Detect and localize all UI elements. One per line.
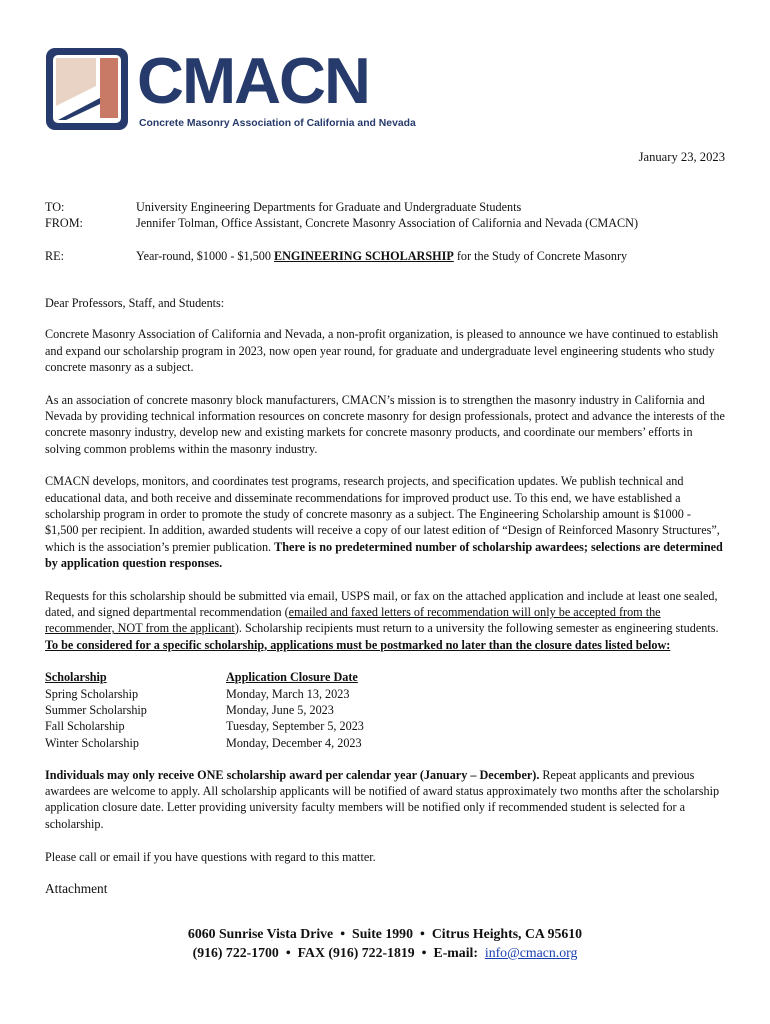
memo-to-row bbox=[45, 199, 735, 215]
schedule-date: Monday, March 13, 2023 bbox=[226, 686, 350, 701]
footer-bullet: • bbox=[340, 926, 346, 941]
letter-body bbox=[45, 295, 725, 898]
footer-suite: Suite 1990 bbox=[352, 926, 413, 941]
memo-from-label: FROM: bbox=[45, 216, 83, 231]
footer-fax: FAX (916) 722-1819 bbox=[297, 945, 415, 960]
schedule-date: Tuesday, September 5, 2023 bbox=[226, 719, 364, 734]
schedule-name: Spring Scholarship bbox=[45, 686, 139, 701]
schedule-date: Monday, June 5, 2023 bbox=[226, 702, 334, 717]
footer-address bbox=[0, 924, 770, 962]
logo-graphic bbox=[44, 46, 419, 136]
memo-re-label: RE: bbox=[45, 248, 64, 263]
footer-street: 6060 Sunrise Vista Drive bbox=[187, 926, 334, 941]
eligibility-text: Repeat applicants and previous awardees are welcome to apply. All scholarship applicants will be notified of award status approximately two months after the scholarship application closure date. Letter providing university faculty members will be notified only if recommended student is selected for a scholarship. bbox=[45, 767, 720, 831]
footer-line-1 bbox=[0, 924, 770, 943]
schedule-header-scholarship: Scholarship bbox=[45, 670, 107, 685]
re-prefix: Year-round, $1000 - $1,500 bbox=[136, 248, 274, 263]
programs-bold-note: There is no predetermined number of scholarship awardees; selections are determined by application question responses. bbox=[45, 539, 723, 570]
logo-wordmark: CMACN bbox=[137, 46, 369, 117]
logo-emblem-terracotta bbox=[100, 58, 118, 118]
schedule-name: Summer Scholarship bbox=[45, 702, 147, 717]
footer-line-2 bbox=[0, 943, 770, 962]
cmacn-logo bbox=[44, 46, 419, 136]
paragraph-mission: As an association of concrete masonry block manufacturers, CMACN’s mission is to strengthen the masonry industry in California and Nevada by providing technical information resources on concrete masonry for design professionals, protect and advance the interests of the concrete masonry industry, develop new and existing markets for concrete masonry products, and coordinate our members’ efforts in solving common problems within the masonry industry. bbox=[45, 392, 725, 456]
paragraph-intro: Concrete Masonry Association of California and Nevada, a non-profit organization, is pleased to announce we have continued to establish and expand our scholarship program in 2023, now open year round, for graduate and undergraduate level engineering students who study concrete masonry as a subject. bbox=[45, 327, 719, 374]
schedule-name: Winter Scholarship bbox=[45, 735, 139, 750]
footer-email-label: E-mail: bbox=[433, 945, 478, 960]
logo-tagline: Concrete Masonry Association of California and Nevada bbox=[139, 118, 416, 129]
requests-text-a: Requests for this scholarship should be submitted via email, USPS mail, or fax on the attached application and include at least one sealed, dated, and signed departmental recommendation ( bbox=[45, 588, 718, 619]
paragraph-programs bbox=[45, 473, 725, 571]
footer-city: Citrus Heights, CA 95610 bbox=[431, 926, 583, 941]
footer-bullet: • bbox=[285, 945, 291, 960]
footer-bullet: • bbox=[421, 945, 427, 960]
paragraph-contact: Please call or email if you have questions with regard to this matter. bbox=[45, 849, 376, 864]
memo-re-row bbox=[45, 248, 735, 264]
footer-email-link[interactable]: info@cmacn.org bbox=[484, 945, 578, 960]
letter-date: January 23, 2023 bbox=[638, 150, 725, 164]
paragraph-eligibility bbox=[45, 767, 725, 832]
paragraph-requests bbox=[45, 588, 725, 653]
attachment-label: Attachment bbox=[45, 881, 108, 897]
memo-to-value: University Engineering Departments for Graduate and Undergraduate Students bbox=[136, 200, 522, 214]
footer-bullet: • bbox=[419, 926, 425, 941]
schedule-date: Monday, December 4, 2023 bbox=[226, 735, 362, 750]
memo-re-value bbox=[136, 248, 735, 264]
requests-underline-note: emailed and faxed letters of recommendation will only be accepted from the recommender, NOT from the applicant bbox=[45, 604, 661, 636]
schedule-header-closure: Application Closure Date bbox=[226, 670, 358, 685]
eligibility-bold: Individuals may only receive ONE scholarship award per calendar year (January – December). bbox=[45, 767, 540, 782]
schedule-dates-column bbox=[226, 669, 526, 750]
schedule-name: Fall Scholarship bbox=[45, 719, 125, 734]
requests-deadline-note: To be considered for a specific scholarship, applications must be postmarked no later than the closure dates listed below: bbox=[45, 637, 671, 652]
programs-text: CMACN develops, monitors, and coordinates test programs, research projects, and specification updates. We publish technical and educational data, and both receive and disseminate recommendations for improved product use. To this end, we have established a scholarship program in order to promote the study of concrete masonry as a subject. The Engineering Scholarship amount is $1000 - $1,500 per recipient. In addition, awarded students will receive a copy of our latest edition of “Design of Reinforced Masonry Structures”, which is the association’s premier publication. bbox=[45, 474, 720, 554]
memo-from-value: Jennifer Tolman, Office Assistant, Concrete Masonry Association of California and Nevada (CMACN) bbox=[136, 216, 638, 231]
footer-phone: (916) 722-1700 bbox=[192, 945, 279, 960]
scholarship-schedule bbox=[45, 669, 725, 750]
requests-text-b: ). Scholarship recipients must return to a university the following semester as engineering students. bbox=[234, 621, 719, 636]
memo-to-label: TO: bbox=[45, 200, 65, 214]
salutation: Dear Professors, Staff, and Students: bbox=[45, 296, 225, 310]
re-emphasis: ENGINEERING SCHOLARSHIP bbox=[273, 248, 454, 263]
memo-header bbox=[45, 199, 735, 264]
memo-from-row bbox=[45, 215, 735, 231]
re-suffix: for the Study of Concrete Masonry bbox=[453, 248, 628, 263]
schedule-names-column bbox=[45, 669, 226, 750]
